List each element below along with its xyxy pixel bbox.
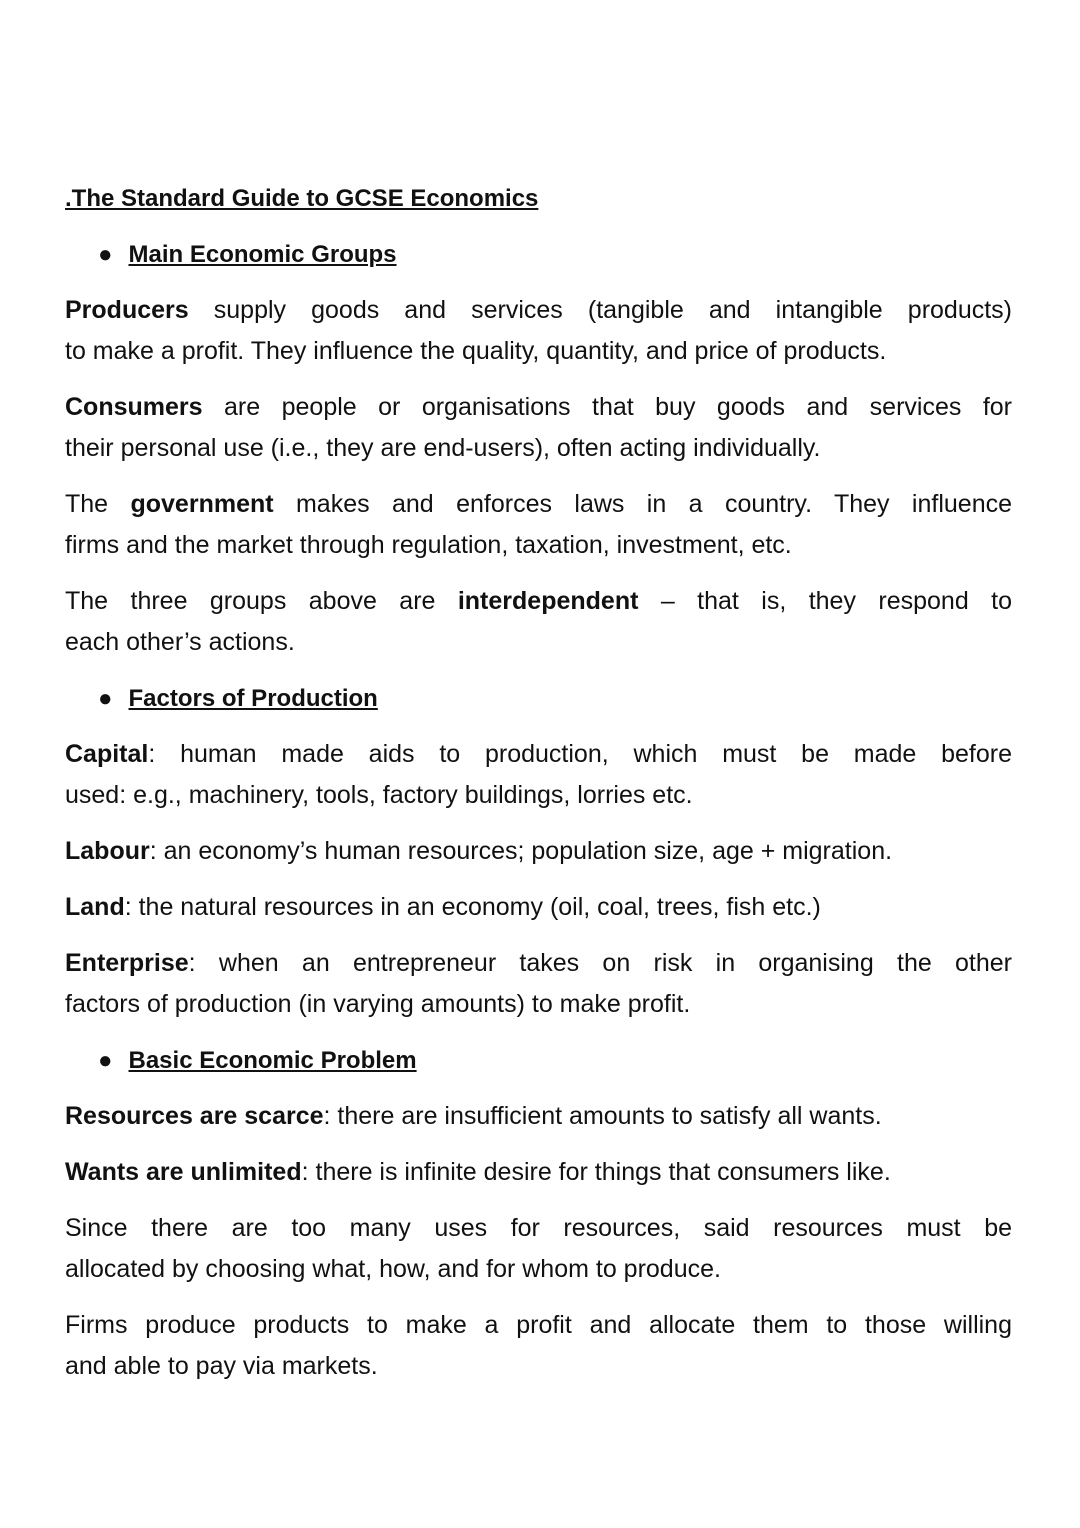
heading-text: Basic Economic Problem bbox=[128, 1047, 417, 1074]
text: to make a profit. They influence the quality, quantity, and price of products. bbox=[65, 337, 887, 365]
paragraph-allocation bbox=[65, 1208, 1012, 1290]
term: Land bbox=[65, 893, 125, 921]
text: factors of production (in varying amounts) to make profit. bbox=[65, 990, 691, 1018]
text: firms and the market through regulation, taxation, investment, etc. bbox=[65, 531, 792, 559]
text: : an economy’s human resources; population size, age + migration. bbox=[149, 837, 893, 865]
term: interdependent bbox=[457, 587, 639, 615]
text: The bbox=[65, 490, 131, 518]
paragraph-government bbox=[65, 484, 1012, 566]
bullet-icon: ● bbox=[98, 241, 113, 268]
bullet-icon: ● bbox=[98, 685, 113, 712]
text: allocated by choosing what, how, and for whom to produce. bbox=[65, 1255, 721, 1283]
paragraph-labour bbox=[65, 831, 1012, 872]
term: government bbox=[130, 490, 274, 518]
text: : human made aids to production, which must be made before bbox=[148, 740, 1012, 768]
document-body bbox=[65, 178, 1012, 1402]
text: and able to pay via markets. bbox=[65, 1352, 378, 1380]
term: Capital bbox=[65, 740, 149, 768]
paragraph-capital bbox=[65, 734, 1012, 816]
text: used: e.g., machinery, tools, factory buildings, lorries etc. bbox=[65, 781, 693, 809]
paragraph-firms-markets bbox=[65, 1305, 1012, 1387]
text: are people or organisations that buy goods and services for bbox=[202, 393, 1012, 421]
text: The three groups above are bbox=[65, 587, 458, 615]
text: makes and enforces laws in a country. They influence bbox=[273, 490, 1013, 518]
paragraph-producers bbox=[65, 290, 1012, 372]
text: their personal use (i.e., they are end-users), often acting individually. bbox=[65, 434, 821, 462]
text: Since there are too many uses for resources, said resources must be bbox=[65, 1214, 1012, 1242]
text: : there is infinite desire for things that consumers like. bbox=[301, 1158, 891, 1186]
heading-text: Factors of Production bbox=[128, 685, 378, 712]
text: – that is, they respond to bbox=[638, 587, 1012, 615]
term: Consumers bbox=[65, 393, 203, 421]
section-heading-basic-economic-problem bbox=[65, 1040, 1012, 1081]
paragraph-land bbox=[65, 887, 1012, 928]
paragraph-enterprise bbox=[65, 943, 1012, 1025]
term: Labour bbox=[65, 837, 150, 865]
text: Firms produce products to make a profit and allocate them to those willing bbox=[65, 1311, 1012, 1339]
text: : when an entrepreneur takes on risk in organising the other bbox=[188, 949, 1012, 977]
paragraph-resources-scarce bbox=[65, 1096, 1012, 1137]
text: supply goods and services (tangible and intangible products) bbox=[188, 296, 1012, 324]
section-heading-main-economic-groups bbox=[65, 234, 1012, 275]
paragraph-wants-unlimited bbox=[65, 1152, 1012, 1193]
term: Wants are unlimited bbox=[65, 1158, 302, 1186]
term: Resources are scarce bbox=[65, 1102, 324, 1130]
document-title: .The Standard Guide to GCSE Economics bbox=[65, 185, 539, 212]
text: : the natural resources in an economy (oil, coal, trees, fish etc.) bbox=[124, 893, 821, 921]
section-heading-factors-of-production bbox=[65, 678, 1012, 719]
term: Enterprise bbox=[65, 949, 189, 977]
text: : there are insufficient amounts to satisfy all wants. bbox=[323, 1102, 882, 1130]
heading-text: Main Economic Groups bbox=[128, 241, 397, 268]
term: Producers bbox=[65, 296, 189, 324]
bullet-icon: ● bbox=[98, 1047, 113, 1074]
paragraph-interdependent bbox=[65, 581, 1012, 663]
paragraph-consumers bbox=[65, 387, 1012, 469]
text: each other’s actions. bbox=[65, 628, 295, 656]
